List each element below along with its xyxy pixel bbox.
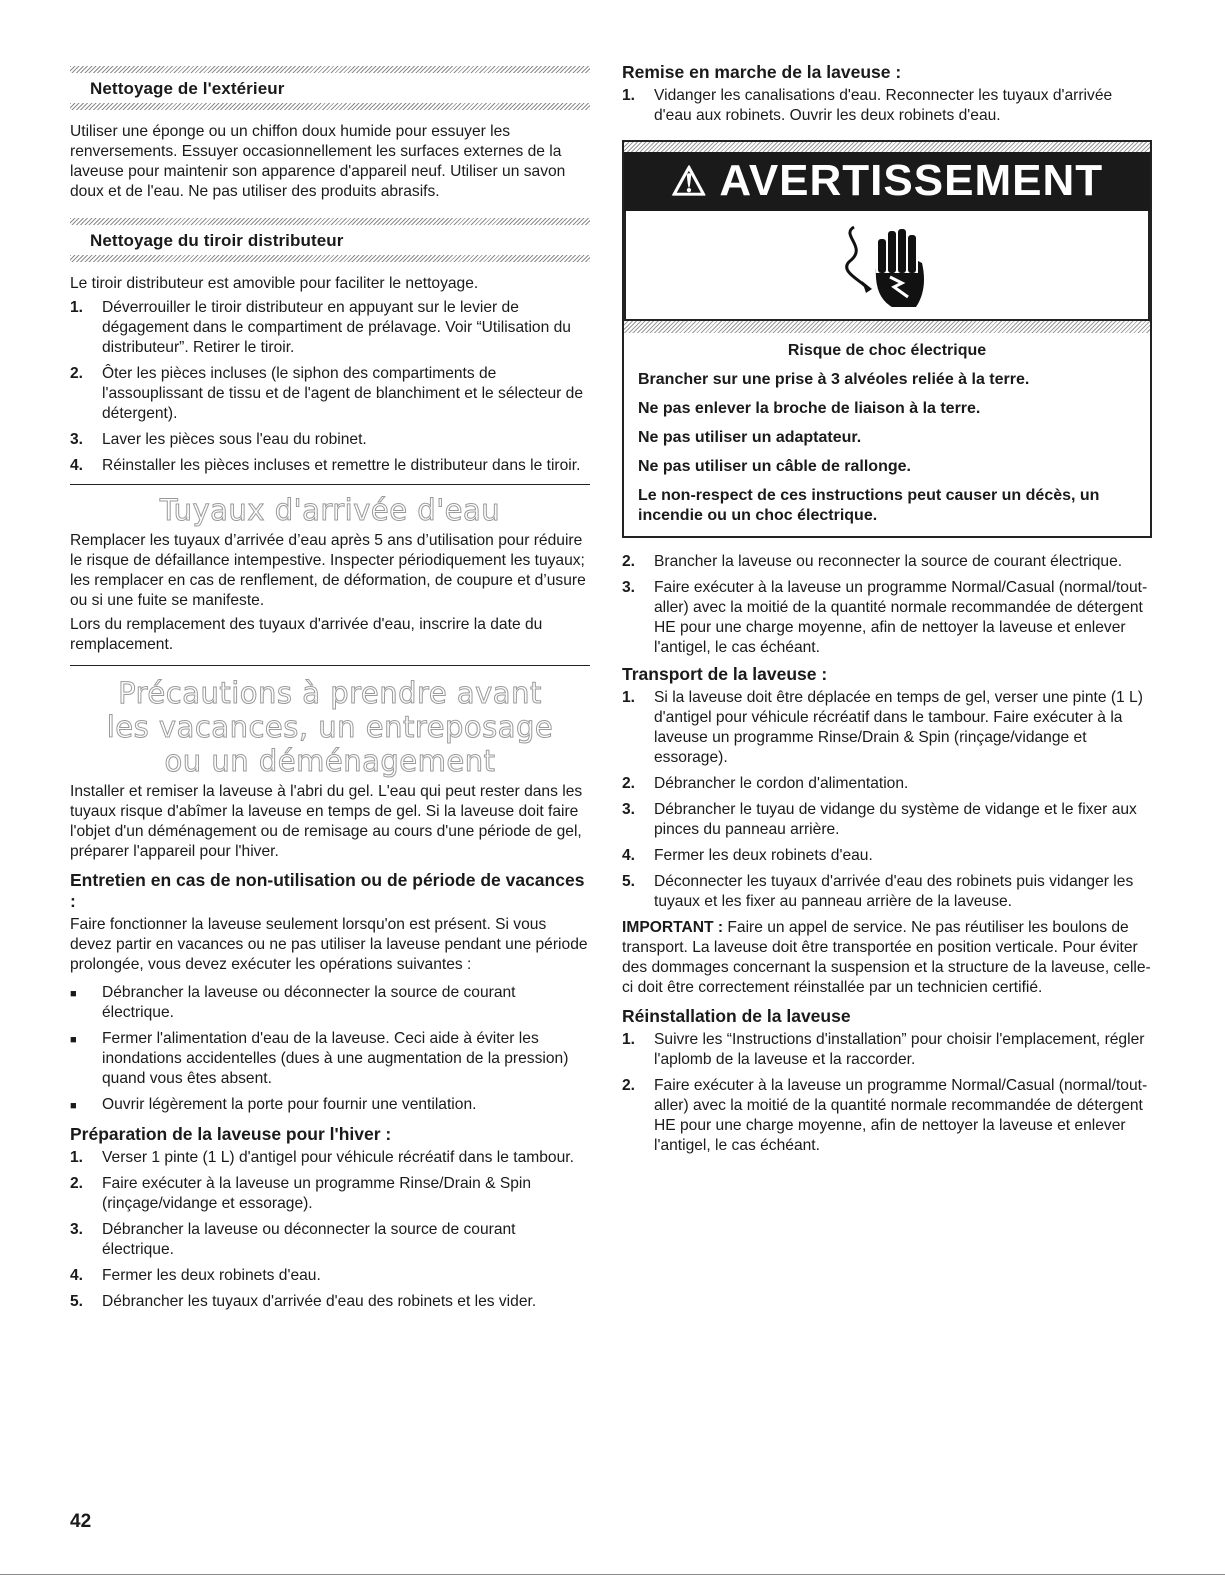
- page-number: 42: [70, 1511, 92, 1532]
- list-item: 5. Déconnecter les tuyaux d'arrivée d'eau des robinets puis vidanger les tuyaux et les fixer au panneau arrière de la laveuse.: [622, 873, 1134, 910]
- exterior-cleaning-text: Utiliser une éponge ou un chiffon doux humide pour essuyer les renversements. Essuyer occasionnellement les surfaces externes de la laveuse pour maintenir son apparence d'appareil neuf. Utiliser un savon doux et de l'eau. Ne pas utiliser des produits abrasifs.: [70, 123, 566, 200]
- reinstall-heading: Réinstallation de la laveuse: [622, 1006, 851, 1026]
- list-item: 5. Débrancher les tuyaux d'arrivée d'eau des robinets et les vider.: [70, 1293, 537, 1310]
- warning-header: [624, 152, 1150, 211]
- hatch-band-bottom: [70, 103, 590, 110]
- list-item: 4. Fermer les deux robinets d'eau.: [622, 847, 873, 864]
- hoses-paragraph-1: Remplacer les tuyaux d’arrivée d’eau après 5 ans d’utilisation pour réduire le risque de défaillance intempestive. Inspecter périodiquement les tuyaux; les remplacer en cas de renflement, de déformation, de coupure et d’usure ou si une fuite se manifeste.: [70, 532, 586, 609]
- warning-line: Le non-respect de ces instructions peut causer un décès, un incendie ou un choc électrique.: [638, 487, 1100, 524]
- precautions-text: Installer et remiser la laveuse à l'abri du gel. L'eau qui peut rester dans les tuyaux risque d'abîmer la laveuse en temps de gel. Si la laveuse doit faire l'objet d'un déménagement ou de remisage au cours d'une période de gel, préparer l'appareil pour l'hiver.: [70, 783, 583, 860]
- section-divider: [70, 484, 590, 485]
- warning-line: Brancher sur une prise à 3 alvéoles reliée à la terre.: [638, 371, 1030, 388]
- list-item: 1. Déverrouiller le tiroir distributeur en appuyant sur le levier de dégagement dans le compartiment de prélavage. Voir “Utilisation du distributeur”. Retirer le tiroir.: [70, 299, 571, 356]
- important-note: [622, 918, 1152, 998]
- list-item: ■ Débrancher la laveuse ou déconnecter la source de courant électrique.: [70, 984, 516, 1021]
- restart-steps-rest: [622, 552, 1152, 658]
- list-item: 4. Réinstaller les pièces incluses et remettre le distributeur dans le tiroir.: [70, 457, 581, 474]
- warning-line: Ne pas enlever la broche de liaison à la terre.: [638, 400, 981, 417]
- list-item: 2. Débrancher le cordon d'alimentation.: [622, 775, 909, 792]
- maintenance-text: Faire fonctionner la laveuse seulement lorsqu'on est présent. Si vous devez partir en vacances ou ne pas utiliser la laveuse pendant une période prolongée, vous devez exécuter les opérations suivantes :: [70, 916, 588, 973]
- exterior-cleaning-heading-block: [70, 60, 590, 116]
- list-item: ■ Ouvrir légèrement la porte pour fournir une ventilation.: [70, 1096, 477, 1113]
- drawer-cleaning-heading: Nettoyage du tiroir distributeur: [90, 231, 344, 250]
- list-item: 2. Ôter les pièces incluses (le siphon des compartiments de l'assouplissant de tissu et de l'agent de blanchiment et le sélecteur de détergent).: [70, 365, 583, 422]
- list-item: 1. Vidanger les canalisations d'eau. Reconnecter les tuyaux d'arrivée d'eau aux robinets. Ouvrir les deux robinets d'eau.: [622, 87, 1113, 124]
- transport-heading: Transport de la laveuse :: [622, 664, 828, 684]
- list-item: 3. Débrancher la laveuse ou déconnecter la source de courant électrique.: [70, 1221, 516, 1258]
- warning-triangle-icon: ⚠: [670, 160, 708, 204]
- precautions-title-line-3: ou un déménagement: [164, 744, 496, 778]
- list-item: 3. Laver les pièces sous l'eau du robinet.: [70, 431, 367, 448]
- list-item: 3. Faire exécuter à la laveuse un programme Normal/Casual (normal/tout-aller) avec la moitié de la quantité normale recommandée de détergent HE pour une charge moyenne, afin de nettoyer la laveuse et enlever l'antigel, le cas échéant.: [622, 579, 1148, 656]
- precautions-title-line-1: Précautions à prendre avant: [118, 676, 542, 710]
- restart-steps-first: [622, 86, 1152, 126]
- warning-line: Ne pas utiliser un adaptateur.: [638, 429, 862, 446]
- winter-prep-steps: [70, 1148, 590, 1312]
- hatch-band-bottom: [70, 255, 590, 262]
- drawer-steps: [70, 298, 590, 476]
- right-column: [622, 62, 1152, 1162]
- reinstall-steps: [622, 1030, 1152, 1156]
- hatch-band-top: [70, 66, 590, 73]
- precautions-section-title: [70, 676, 590, 778]
- restart-heading: Remise en marche de la laveuse :: [622, 62, 902, 82]
- hoses-paragraph-2: Lors du remplacement des tuyaux d'arrivée d'eau, inscrire la date du remplacement.: [70, 616, 543, 653]
- list-item: 3. Débrancher le tuyau de vidange du système de vidange et le fixer aux pinces du panneau arrière.: [622, 801, 1137, 838]
- drawer-cleaning-heading-block: [70, 212, 590, 268]
- list-item: 2. Brancher la laveuse ou reconnecter la source de courant électrique.: [622, 553, 1123, 570]
- important-text: Faire un appel de service. Ne pas réutiliser les boulons de transport. La laveuse doit être transportée en position verticale. Pour éviter des dommages concernant la suspension et la structure de la laveuse, celle-ci doit être correctement réinstallée par un technicien certifié.: [622, 919, 1151, 996]
- list-item: 1. Verser 1 pinte (1 L) d'antigel pour véhicule récréatif dans le tambour.: [70, 1149, 574, 1166]
- section-divider: [70, 665, 590, 666]
- electric-shock-hand-icon: [832, 217, 942, 313]
- left-column: [70, 60, 590, 1318]
- warning-box: [622, 140, 1152, 538]
- warning-risk: Risque de choc électrique: [787, 342, 987, 359]
- warning-title: AVERTISSEMENT: [719, 156, 1104, 205]
- list-item: 1. Suivre les “Instructions d'installation” pour choisir l'emplacement, régler l'aplomb de la laveuse et la raccorder.: [622, 1031, 1145, 1068]
- list-item: ■ Fermer l'alimentation d'eau de la laveuse. Ceci aide à éviter les inondations accidentelles (dues à une augmentation de la pression) quand vous êtes absent.: [70, 1030, 569, 1087]
- list-item: 2. Faire exécuter à la laveuse un programme Normal/Casual (normal/tout-aller) avec la moitié de la quantité normale recommandée de détergent HE pour une charge moyenne, afin de nettoyer la laveuse et enlever l'antigel, le cas échéant.: [622, 1077, 1148, 1154]
- page-bottom-rule: [0, 1574, 1225, 1575]
- warning-icon-area: [624, 211, 1150, 321]
- hoses-section-title: Tuyaux d'arrivée d'eau: [159, 493, 501, 527]
- drawer-intro: Le tiroir distributeur est amovible pour faciliter le nettoyage.: [70, 275, 479, 292]
- maintenance-heading: Entretien en cas de non-utilisation ou de période de vacances :: [70, 870, 585, 911]
- hatch-band-top: [70, 218, 590, 225]
- warning-line: Ne pas utiliser un câble de rallonge.: [638, 458, 911, 475]
- warning-text-panel: [624, 333, 1150, 536]
- transport-steps: [622, 688, 1152, 912]
- list-item: 4. Fermer les deux robinets d'eau.: [70, 1267, 321, 1284]
- winter-prep-heading: Préparation de la laveuse pour l'hiver :: [70, 1124, 392, 1144]
- precautions-title-line-2: les vacances, un entreposage: [106, 710, 554, 744]
- important-label: IMPORTANT :: [622, 919, 724, 936]
- list-item: 2. Faire exécuter à la laveuse un programme Rinse/Drain & Spin (rinçage/vidange et essorage).: [70, 1175, 532, 1212]
- list-item: 1. Si la laveuse doit être déplacée en temps de gel, verser une pinte (1 L) d'antigel pour véhicule récréatif dans le tambour. Faire exécuter à la laveuse un programme Rinse/Drain & Spin (rinçage/vidange et essorage).: [622, 689, 1143, 766]
- maintenance-bullets: [70, 983, 590, 1116]
- exterior-cleaning-heading: Nettoyage de l'extérieur: [90, 79, 285, 98]
